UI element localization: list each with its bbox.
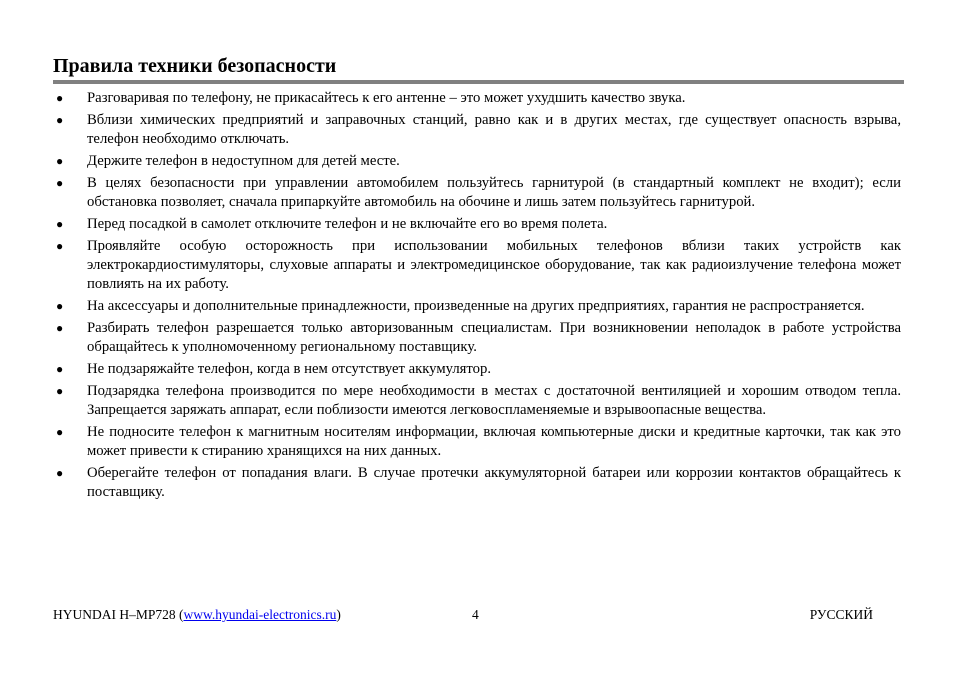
page-title: Правила техники безопасности	[53, 55, 337, 77]
bullet-icon: ●	[56, 91, 64, 105]
bullet-icon: ●	[56, 384, 64, 398]
list-item-text: Разговаривая по телефону, не прикасайтесь к его антенне – это может ухудшить качество звука.	[87, 90, 686, 106]
list-item-text: Держите телефон в недоступном для детей месте.	[87, 153, 400, 169]
list-item	[53, 174, 901, 212]
list-item-text: Не подносите телефон к магнитным носителям информации, включая компьютерные диски и кредитные карточки, так как это может привести к стиранию хранящихся на них данных.	[87, 424, 901, 459]
title-divider	[53, 80, 904, 84]
list-item	[53, 360, 901, 379]
list-item	[53, 89, 901, 108]
list-item-text: На аксессуары и дополнительные принадлежности, произведенные на других предприятиях, гарантия не распространяется.	[87, 298, 865, 314]
bullet-icon: ●	[56, 466, 64, 480]
list-item-text: Оберегайте телефон от попадания влаги. В случае протечки аккумуляторной батареи или коррозии контактов обращайтесь к поставщику.	[87, 465, 901, 500]
footer-model-name: HYUNDAI H–MP728 (	[53, 607, 184, 622]
list-item	[53, 319, 901, 357]
list-item-text: Вблизи химических предприятий и заправочных станций, равно как и в других местах, где существует опасность взрыва, телефон необходимо отключать.	[87, 112, 901, 147]
page-footer	[53, 605, 873, 625]
list-item-text: В целях безопасности при управлении автомобилем пользуйтесь гарнитурой (в стандартный комплект не входит); если обстановка позволяет, сначала припаркуйте автомобиль на обочине и лишь затем пользуйтесь гарнитурой.	[87, 175, 901, 210]
bullet-icon: ●	[56, 154, 64, 168]
bullet-icon: ●	[56, 362, 64, 376]
bullet-icon: ●	[56, 217, 64, 231]
footer-language: РУССКИЙ	[809, 607, 873, 622]
list-item	[53, 111, 901, 149]
list-item-text: Разбирать телефон разрешается только авторизованным специалистам. При возникновении неполадок в работе устройства обращайтесь к уполномоченному региональному поставщику.	[87, 320, 901, 355]
list-item	[53, 215, 901, 234]
list-item	[53, 152, 901, 171]
bullet-icon: ●	[56, 176, 64, 190]
list-item	[53, 237, 901, 294]
list-item-text: Перед посадкой в самолет отключите телефон и не включайте его во время полета.	[87, 216, 608, 232]
footer-website-link[interactable]: www.hyundai-electronics.ru	[183, 607, 337, 622]
list-item	[53, 464, 901, 502]
bullet-icon: ●	[56, 425, 64, 439]
footer-model-info	[53, 605, 341, 625]
footer-close-paren: )	[336, 607, 341, 622]
list-item-text: Подзарядка телефона производится по мере необходимости в местах с достаточной вентиляцией и хорошим отводом тепла. Запрещается заряжать аппарат, если поблизости имеются легковоспламеняемые и взрывоопасные вещества.	[87, 383, 901, 418]
list-item	[53, 382, 901, 420]
list-item-text: Не подзаряжайте телефон, когда в нем отсутствует аккумулятор.	[87, 361, 491, 377]
list-item	[53, 423, 901, 461]
bullet-icon: ●	[56, 299, 64, 313]
page-number: 4	[472, 607, 479, 622]
list-item-text: Проявляйте особую осторожность при использовании мобильных телефонов вблизи таких устройств как электрокардиостимуляторы, слуховые аппараты и электромедицинское оборудование, так как радиоизлучение телефона может повлиять на их работу.	[87, 238, 901, 292]
safety-rules-list	[53, 89, 901, 505]
bullet-icon: ●	[56, 239, 64, 253]
list-item	[53, 297, 901, 316]
bullet-icon: ●	[56, 113, 64, 127]
bullet-icon: ●	[56, 321, 64, 335]
